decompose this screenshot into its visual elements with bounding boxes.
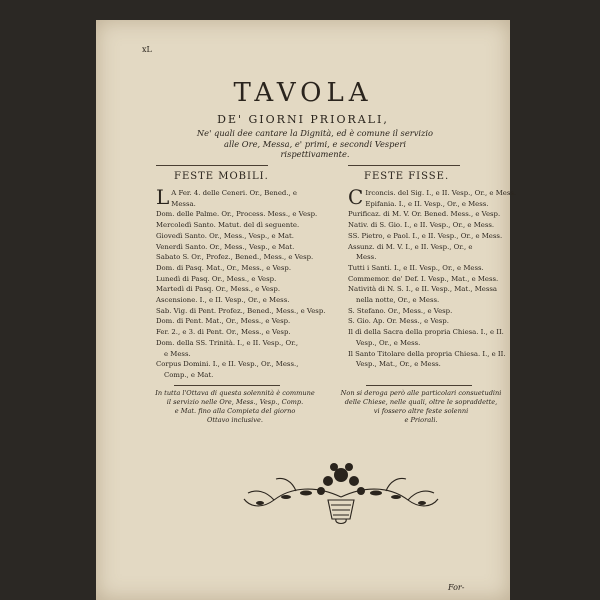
floral-basket-ornament [236,445,446,530]
feste-fisse-list [348,185,517,370]
feast-entry-text: Epifania. I., e II. Vesp., Or., e Mess. [365,199,489,208]
folio-number: xL [142,45,152,54]
feast-entry-text: Venerdì Santo. Or., Mess., Vesp., e Mat. [156,242,295,251]
feast-entry-text: Mess. [356,253,377,262]
feast-entry [156,359,316,370]
feast-entry-text: Dom. di Pasq. Mat., Or., Mess., e Vesp. [156,263,292,272]
feast-entry-text: Comp., e Mat. [164,370,214,379]
feast-entry [348,263,508,274]
feast-entry [156,306,326,317]
page-title: TAVOLA [233,78,373,108]
feast-entry-text: Dom. di Pent. Mat., Or., Mess., e Vesp. [156,317,291,326]
feast-entry-text: Nativ. di S. Gio. I., e II. Vesp., Or., e Mess. [348,221,495,230]
note-line: Ottavo inclusive. [206,416,264,424]
feast-entry-text: Natività di N. S. I., e II. Vesp., Mat., Messa [348,285,498,294]
feast-entry [156,242,316,253]
feast-entry [156,327,316,338]
feast-entry [156,274,316,285]
feast-entry [348,359,508,370]
feast-entry [348,349,508,360]
feast-entry-text: Mercoledì Santo. Matut. del dì seguente. [156,221,300,230]
feast-entry [348,284,508,295]
heading-rule-left [156,165,268,166]
feast-entry [156,284,316,295]
feast-entry-text: Fer. 2., e 3. di Pent. Or., Mess., e Vesp. [156,328,291,337]
feast-entry [348,220,508,231]
feast-entry [156,370,316,381]
note-line: In tutta l'Ottava di questa solennità è commune [155,389,315,397]
feast-entry-text: Sabato S. Or., Profez., Bened., Mess., e Vesp. [156,253,314,262]
feast-entry-text: Il dì della Sacra della propria Chiesa. I., e II. [348,328,504,337]
feast-entry [156,220,316,231]
feast-entry [156,338,316,349]
column-heading-fisse: FESTE FISSE. [364,171,450,182]
feast-entry-text: Commemor. de' Def. I. Vesp., Mat., e Mess. [348,274,499,283]
feast-entry [348,338,508,349]
feast-entry-text: Tutti i Santi. I., e II. Vesp., Or., e Mess. [348,263,484,272]
page-subtitle: DE' GIORNI PRIORALI, [217,113,389,126]
intro-line: rispettivamente. [280,149,350,159]
feast-entry-text: Dom. della SS. Trinità. I., e II. Vesp., Or., [156,338,299,347]
feast-entry [156,231,316,242]
feast-entry [348,252,508,263]
feast-entry-text: Martedì di Pasq. Or., Mess., e Vesp. [156,285,281,294]
feast-entry [348,242,508,253]
feast-entry [156,349,316,360]
feast-entry-text: Giovedì Santo. Or., Mess., Vesp., e Mat. [156,231,294,240]
feste-mobili-list [156,185,326,381]
catchword: For- [448,583,465,592]
feast-entry-text: Il Santo Titolare della propria Chiesa. I., e II. [348,349,506,358]
feast-entry [348,327,508,338]
note-line: delle Chiese, nelle quali, oltre le sopraddette, [344,398,498,406]
feast-entry [156,295,316,306]
note-rule-right [366,385,472,386]
column-heading-mobili: FESTE MOBILI. [174,171,269,182]
note-line: Non si deroga però alle particolari consuetudini [340,389,502,397]
book-page [96,20,517,600]
feast-entry [156,209,316,220]
feast-entry [156,252,316,263]
feast-entry-text: Irconcis. del Sig. I., e II. Vesp., Or., e Mess. [365,189,517,197]
note-rule-left [174,385,280,386]
feast-entry [156,316,316,327]
feast-entry [348,316,508,327]
feast-entry [348,306,508,317]
feast-entry-text: S. Gio. Ap. Or. Mess., e Vesp. [348,317,449,326]
feast-entry [348,274,508,285]
feast-entry [348,295,508,306]
feast-entry-text: Vesp., Mat., Or., e Mess. [356,360,441,369]
feast-entry [348,209,508,220]
feast-entry-text: nella notte, Or., e Mess. [356,296,440,305]
feast-entry [348,231,508,242]
feast-entry-text: Dom. delle Palme. Or., Process. Mess., e Vesp. [156,210,318,219]
feast-entry-text: Lunedì di Pasq. Or., Mess., e Vesp. [156,274,277,283]
feast-entry-text: Vesp., Or., e Mess. [356,338,421,347]
feast-entry-text: S. Stefano. Or., Mess., e Vesp. [348,306,453,315]
feast-entry-text: Corpus Domini. I., e II. Vesp., Or., Mess., [156,360,299,369]
note-mobili [150,389,320,425]
feast-entry-text: Messa. [171,199,196,208]
note-line: il servizio nelle Ore, Mess., Vesp., Comp. [166,398,304,406]
feast-entry-text: Sab. Vig. di Pent. Profez., Bened., Mess., e Vesp. [156,306,326,315]
feast-entry [348,199,508,210]
feast-entry-text: e Mess. [164,349,191,358]
feast-entry-text: Ascensione. I., e II. Vesp., Or., e Mess. [156,296,290,305]
drop-cap: C [348,185,364,209]
feast-entry [156,199,316,210]
intro-text [176,128,454,160]
feast-entry-text: Purificaz. di M. V. Or. Bened. Mess., e Vesp. [348,210,501,219]
note-line: e Mat. fino alla Compieta del giorno [174,407,296,415]
feast-entry-text: Assunz. di M. V. I., e II. Vesp., Or., e [348,242,473,251]
note-line: e Priorali. [404,416,438,424]
intro-line: Ne' quali dee cantare la Dignità, ed è comune il servizio [196,128,434,138]
intro-line: alle Ore, Messa, e' primi, e secondi Vesperi [224,138,406,149]
feast-entry [156,263,316,274]
feast-entry-text: A Fer. 4. delle Ceneri. Or., Bened., e [171,189,297,197]
note-fisse [336,389,506,425]
heading-rule-right [348,165,460,166]
feast-entry-text: SS. Pietro, e Paol. I., e II. Vesp., Or., e Mess. [348,231,503,240]
drop-cap: L [156,185,170,209]
note-line: vi fossero altre feste solenni [373,407,469,415]
